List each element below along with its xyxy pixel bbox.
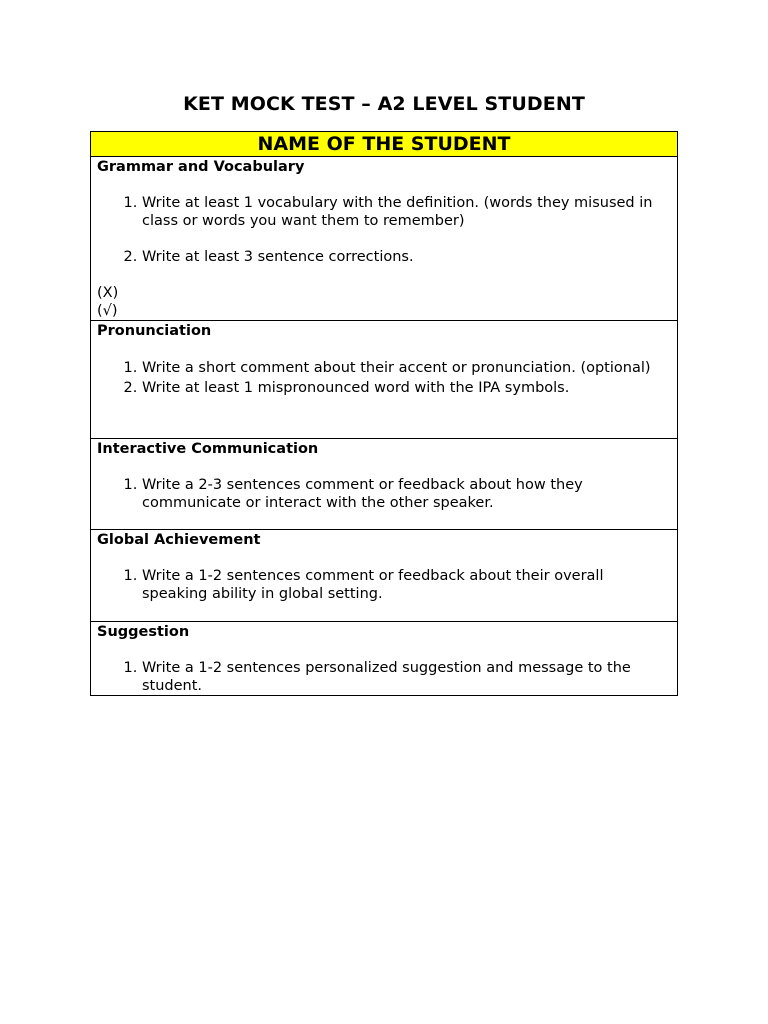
instruction-list <box>97 194 671 266</box>
instruction-list <box>97 358 671 397</box>
list-item: 2. Write at least 3 sentence corrections. <box>142 248 671 266</box>
correct-mark: (√) <box>97 303 118 319</box>
section-heading: Pronunciation <box>97 323 212 339</box>
assessment-table <box>90 131 678 696</box>
section-heading: Suggestion <box>97 624 190 640</box>
student-name-header: NAME OF THE STUDENT <box>91 132 678 157</box>
section-cell <box>91 321 678 439</box>
list-item: 1. Write a 1-2 sentences personalized suggestion and message to the student. <box>142 659 671 695</box>
list-item: 2. Write at least 1 mispronounced word with the IPA symbols. <box>142 379 671 397</box>
instruction-list <box>97 476 671 512</box>
section-cell <box>91 157 678 321</box>
wrong-mark: (X) <box>97 285 119 301</box>
section-cell <box>91 439 678 530</box>
list-item: 1. Write a 1-2 sentences comment or feedback about their overall speaking ability in global setting. <box>142 567 671 603</box>
section-cell <box>91 622 678 696</box>
section-row-grammar-vocabulary <box>91 157 678 321</box>
section-row-pronunciation <box>91 321 678 439</box>
section-row-suggestion <box>91 622 678 696</box>
instruction-list <box>97 567 671 603</box>
instruction-list <box>97 659 671 695</box>
name-row <box>91 132 678 157</box>
section-heading: Grammar and Vocabulary <box>97 159 305 175</box>
section-heading: Interactive Communication <box>97 441 319 457</box>
correction-marks <box>97 284 671 320</box>
list-item: 1. Write a 2-3 sentences comment or feedback about how they communicate or interact with the other speaker. <box>142 476 671 512</box>
document-title: KET MOCK TEST – A2 LEVEL STUDENT <box>183 93 585 115</box>
section-row-interactive-communication <box>91 439 678 530</box>
section-cell <box>91 530 678 622</box>
list-item: 1. Write at least 1 vocabulary with the definition. (words they misused in class or words you want them to remember) <box>142 194 671 230</box>
list-item: 1. Write a short comment about their accent or pronunciation. (optional) <box>142 358 671 379</box>
section-row-global-achievement <box>91 530 678 622</box>
section-heading: Global Achievement <box>97 532 261 548</box>
